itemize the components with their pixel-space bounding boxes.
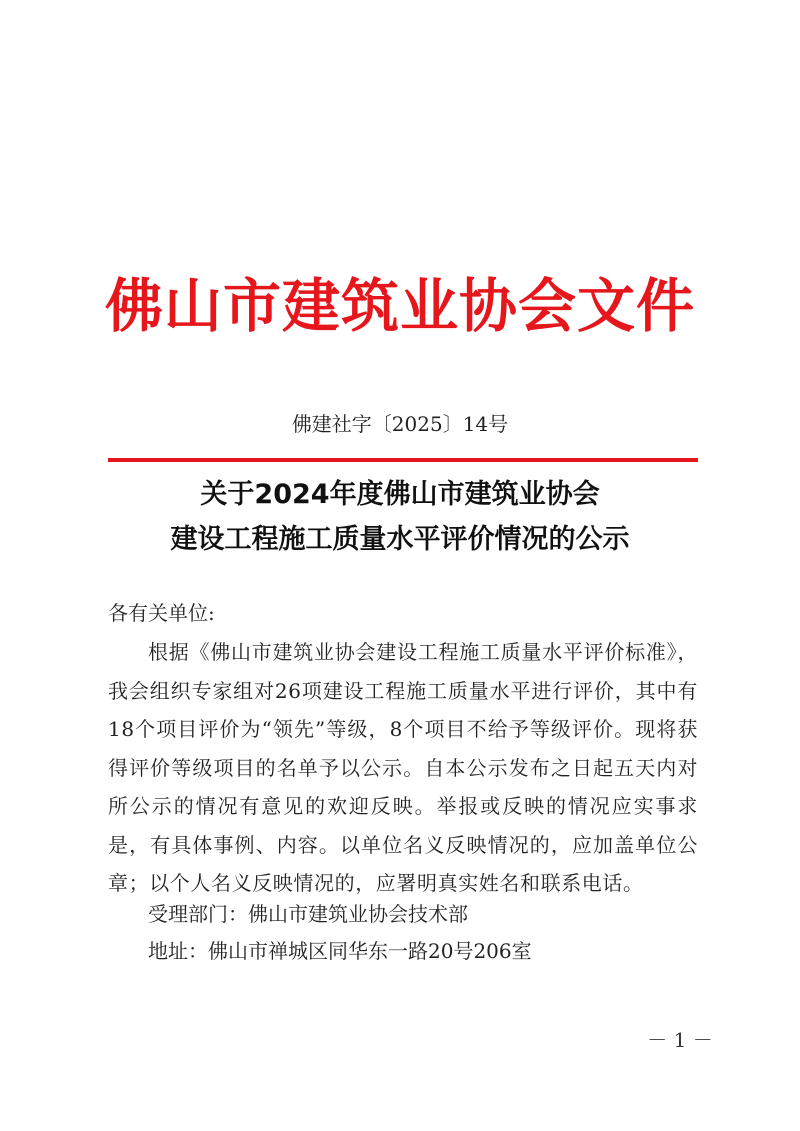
address-line: 地址：佛山市禅城区同华东一路20号206室 [148, 939, 532, 963]
main-paragraph: 根据《佛山市建筑业协会建设工程施工质量水平评价标准》，我会组织专家组对26项建设工程施工质量水平进行评价，其中有18个项目评价为“领先”等级，8个项目不给予等级评价。现将获得评价等级项目的名单予以公示。自本公示发布之日起五天内对所公示的情况有意见的欢迎反映。举报或反映的情况应实事求是，有具体事例、内容。以单位名义反映情况的，应加盖单位公章；以个人名义反映情况的，应署明真实姓名和联系电话。 [108, 640, 698, 895]
document-number: 佛建社字〔2025〕14号 [291, 412, 509, 436]
receiving-department: 受理部门：佛山市建筑业协会技术部 [148, 902, 468, 926]
document-title-line-2: 建设工程施工质量水平评价情况的公示 [170, 524, 630, 555]
masthead-title: 佛山市建筑业协会文件 [104, 272, 695, 340]
salutation: 各有关单位: [108, 601, 215, 625]
red-divider-line [108, 458, 698, 462]
document-title-line-1: 关于2024年度佛山市建筑业协会 [200, 479, 600, 510]
page-number: － 1 － [647, 1028, 713, 1052]
document-title [0, 472, 800, 562]
